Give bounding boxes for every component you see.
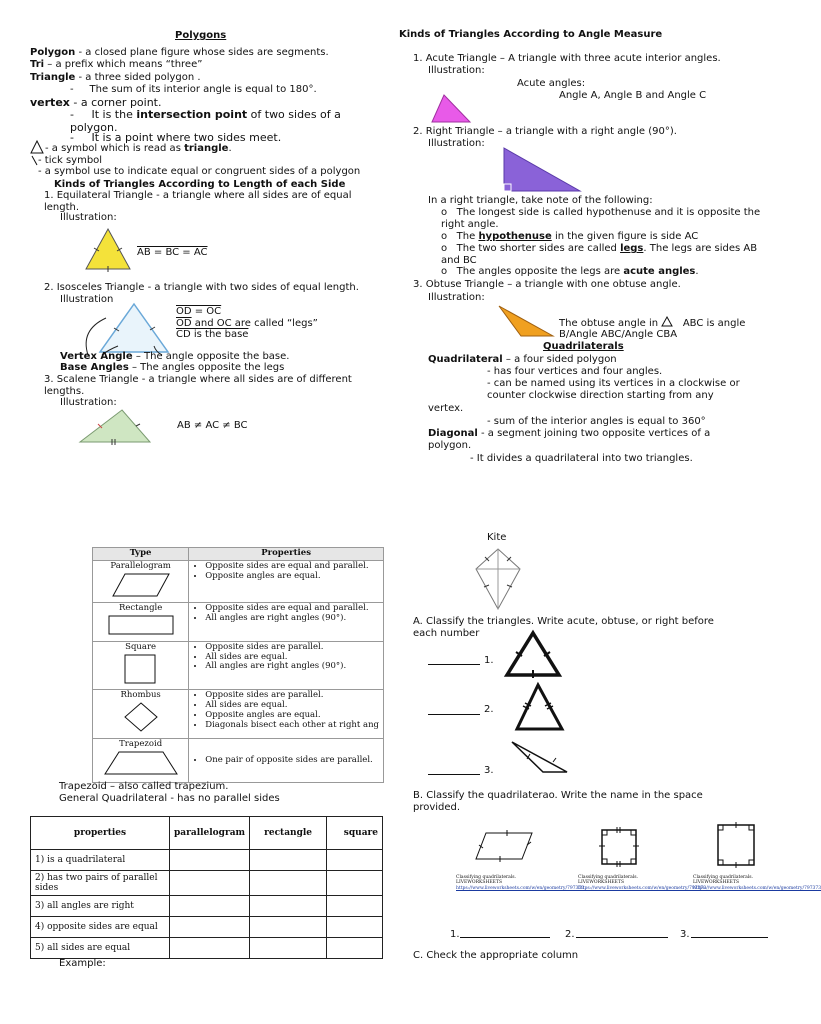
tri-def: – a prefix which means “three” xyxy=(44,59,203,70)
property-item: • Opposite angles are equal. xyxy=(205,572,379,582)
rb4c: . xyxy=(695,266,699,277)
credit-link[interactable]: https://www.liveworksheets.com/w/en/geometry/797373 xyxy=(578,885,707,891)
check-cell[interactable] xyxy=(170,896,250,917)
check-cell[interactable] xyxy=(170,917,250,938)
isosceles-illustration-label: Illustration xyxy=(60,294,114,305)
kite-figure xyxy=(472,547,524,611)
triangle-figure-a1 xyxy=(504,630,562,678)
credit-line-2: LIVEWORKSHEETS xyxy=(693,880,740,886)
check-header-parallelogram: parallelogram xyxy=(170,817,250,850)
right-triangle-figure xyxy=(502,146,584,194)
rb3b: legs xyxy=(620,243,644,254)
vertex-b1-b: intersection point xyxy=(136,108,248,121)
credit-line-1: Classifying quadrilaterals. xyxy=(456,875,517,880)
check-cell[interactable] xyxy=(327,938,383,959)
credit-line-2: LIVEWORKSHEETS xyxy=(456,880,503,886)
general-quadrilateral-note: General Quadrilateral - has no parallel sides xyxy=(59,793,280,804)
rb3a: The two shorter sides are called xyxy=(456,243,621,254)
rb4a: The angles opposite the legs are xyxy=(456,266,624,277)
item-number: 1. xyxy=(450,929,460,940)
check-cell[interactable] xyxy=(250,871,327,896)
property-cell: 1) is a quadrilateral xyxy=(31,850,170,871)
vertex-bullet-1: - It is the intersection point of two sides of a polygon. xyxy=(70,108,341,134)
trapezoid-note: Trapezoid – also called trapezium. xyxy=(59,781,229,792)
table-row xyxy=(31,871,383,896)
section-c-instructions: C. Check the appropriate column xyxy=(413,950,579,961)
table-row xyxy=(31,850,383,871)
type-cell xyxy=(93,738,189,782)
type-label: Trapezoid xyxy=(119,738,163,749)
check-column-table xyxy=(30,816,383,959)
answer-blank-a3[interactable] xyxy=(428,774,480,775)
obtuse-text-1: The obtuse angle in xyxy=(559,318,659,329)
item-number: 2. xyxy=(565,929,575,940)
triangle-figure-a2 xyxy=(514,682,566,732)
quad-line-1: - has four vertices and four angles. xyxy=(487,366,663,377)
item-number: 3. xyxy=(484,765,494,776)
obtuse-triangle-figure xyxy=(497,304,557,338)
property-cell: 3) all angles are right xyxy=(31,896,170,917)
quad-def: – a four sided polygon xyxy=(502,354,617,365)
rectangle-shape-icon xyxy=(106,614,176,636)
liveworksheets-credit xyxy=(578,875,707,891)
isosceles-note-2 xyxy=(176,318,318,330)
polygon-def: - a closed plane figure whose sides are segments. xyxy=(75,47,329,58)
liveworksheets-credit xyxy=(693,875,821,891)
vertex-term: vertex xyxy=(30,96,70,109)
scalene-formula: AB ≠ AC ≠ BC xyxy=(177,420,248,431)
check-cell[interactable] xyxy=(327,871,383,896)
table-header-properties: Properties xyxy=(189,548,384,561)
equilateral-triangle-figure xyxy=(84,226,132,272)
property-item: • Opposite sides are parallel. xyxy=(205,691,379,701)
acute-illustration-label: Illustration: xyxy=(428,65,485,76)
properties-cell xyxy=(189,641,384,690)
credit-link[interactable]: https://www.liveworksheets.com/w/en/geometry/797373 xyxy=(693,885,821,891)
quad-term: Quadrilateral xyxy=(428,354,503,365)
answer-blank-a1[interactable] xyxy=(428,664,480,665)
triangle-term: Triangle xyxy=(30,72,76,83)
rb2c: in the given figure is side AC xyxy=(551,231,699,242)
obtuse-note-line-2: B/Angle ABC/Angle CBA xyxy=(559,329,678,340)
table-row xyxy=(93,603,384,642)
liveworksheets-credit xyxy=(456,875,585,891)
properties-cell xyxy=(189,603,384,642)
isosceles-note-3 xyxy=(176,329,248,341)
kite-label: Kite xyxy=(487,532,507,543)
tri-term: Tri xyxy=(30,59,45,70)
base-angles-line xyxy=(60,362,284,374)
vertex-def: - a corner point. xyxy=(69,96,162,109)
credit-line-1: Classifying quadrilaterals. xyxy=(578,875,639,880)
quad-line-2b: vertex. xyxy=(428,403,464,414)
check-cell[interactable] xyxy=(170,871,250,896)
properties-cell xyxy=(189,560,384,603)
item-number: 1. xyxy=(484,655,494,666)
isosceles-item: 2. Isosceles Triangle - a triangle with two sides of equal length. xyxy=(44,282,359,293)
property-item: • Opposite angles are equal. xyxy=(205,711,379,721)
right-illustration-label: Illustration: xyxy=(428,138,485,149)
obtuse-note-line-1 xyxy=(559,316,745,330)
section-b-instructions: B. Classify the quadrilaterao. Write the name in the space provided. xyxy=(413,790,703,813)
triangle-symbol-line: - a symbol which is read as triangle. xyxy=(45,143,232,154)
triangle-definition xyxy=(30,72,201,84)
check-header-square: square xyxy=(327,817,383,850)
type-cell xyxy=(93,560,189,603)
parallelogram-shape-icon xyxy=(111,572,171,598)
table-row xyxy=(93,560,384,603)
diag-def: - a segment joining two opposite vertices of a polygon. xyxy=(428,428,711,451)
property-item: • All sides are equal. xyxy=(205,701,379,711)
rb3c: . The legs are sides AB and BC xyxy=(441,243,758,266)
property-item: • All angles are right angles (90°). xyxy=(205,662,379,672)
quad-line-2: - can be named using its vertices in a clockwise or counter clockwise direction starting from any xyxy=(487,378,740,401)
scalene-triangle-figure xyxy=(72,404,156,446)
check-cell[interactable] xyxy=(170,850,250,871)
acute-angles-label: Acute angles: xyxy=(517,78,586,89)
property-item: • Opposite sides are equal and parallel. xyxy=(205,562,379,572)
type-label: Rectangle xyxy=(118,603,163,614)
tick-symbol-line-2: - a symbol use to indicate equal or congruent sides of a polygon xyxy=(38,166,361,177)
right-bullet-2: o The hypothenuse in the given figure is side AC xyxy=(441,231,699,242)
base-angles-term: Base Angles xyxy=(60,362,129,373)
table-row xyxy=(31,917,383,938)
vertex-angle-def: – The angle opposite the base. xyxy=(132,351,290,362)
property-cell: 2) has two pairs of parallel sides xyxy=(31,871,170,896)
answer-blank-b2[interactable] xyxy=(576,937,668,938)
triangle-sum-note: - The sum of its interior angle is equal to 180°. xyxy=(70,84,317,95)
vertex-b1-c: of two sides of a polygon. xyxy=(70,108,341,134)
rb1-text: The longest side is called hypothenuse and it is opposite the right angle. xyxy=(441,207,761,230)
property-item: • Diagonals bisect each other at right ang xyxy=(205,721,379,731)
isosceles-note-1 xyxy=(176,306,221,318)
diagonal-line-1: - It divides a quadrilateral into two triangles. xyxy=(470,453,693,464)
table-header-type: Type xyxy=(93,548,189,561)
symbol-line-b: triangle xyxy=(184,143,229,154)
polygon-definition xyxy=(30,47,360,59)
vertex-b1-a: It is the xyxy=(91,108,137,121)
section-a-instructions: A. Classify the triangles. Write acute, obtuse, or right before each number xyxy=(413,616,714,639)
quadrilateral-figure-b1 xyxy=(474,831,536,861)
iso-l2a: $\overline{OD}$ xyxy=(176,318,192,329)
check-header-properties: properties xyxy=(31,817,170,850)
triangle-figure-a3 xyxy=(509,740,571,776)
vertex-bullet-2: - It is a point where two sides meet. xyxy=(70,131,282,144)
type-label: Rhombus xyxy=(120,690,161,701)
acute-angles-list: Angle A, Angle B and Angle C xyxy=(559,90,707,101)
angle-heading: Kinds of Triangles According to Angle Measure xyxy=(399,29,663,40)
right-bullet-4: o The angles opposite the legs are acute angles. xyxy=(441,266,699,277)
rhombus-shape-icon xyxy=(121,701,161,733)
square-shape-icon xyxy=(121,653,161,685)
property-cell: 5) all sides are equal xyxy=(31,938,170,959)
property-item: • Opposite sides are equal and parallel. xyxy=(205,604,379,614)
iso-l1: OD = OC xyxy=(176,306,222,317)
property-item: • One pair of opposite sides are parallel. xyxy=(205,756,379,766)
credit-line-1: Classifying quadrilaterals. xyxy=(693,875,754,880)
equilateral-item: 1. Equilateral Triangle - a triangle where all sides are of equal length. xyxy=(44,190,352,213)
credit-line-2: LIVEWORKSHEETS xyxy=(578,880,625,886)
quadrilateral-definition xyxy=(428,354,617,366)
vertex-angle-line xyxy=(60,351,289,363)
check-cell[interactable] xyxy=(170,938,250,959)
type-label: Parallelogram xyxy=(110,560,171,571)
table-row xyxy=(93,641,384,690)
tick-symbol-line: - tick symbol xyxy=(38,155,103,166)
example-label: Example: xyxy=(59,958,106,969)
diagonal-definition xyxy=(428,428,728,451)
property-item: • Opposite sides are parallel. xyxy=(205,643,379,653)
check-cell[interactable] xyxy=(327,850,383,871)
check-header-rectangle: rectangle xyxy=(250,817,327,850)
table-row xyxy=(31,938,383,959)
property-cell: 4) opposite sides are equal xyxy=(31,917,170,938)
iso-l2b: and OC are called “legs” xyxy=(191,318,318,329)
rb4b: acute angles xyxy=(623,266,696,277)
answer-blank-b1[interactable] xyxy=(460,937,550,938)
obtuse-text-2: ABC is angle xyxy=(682,318,746,329)
quadrilateral-properties-table xyxy=(92,547,384,783)
type-cell xyxy=(93,603,189,642)
vertex-angle-term: Vertex Angle xyxy=(60,351,133,362)
right-bullet-1: o The longest side is called hypothenuse and it is opposite the right angle. xyxy=(441,207,761,230)
type-cell xyxy=(93,690,189,739)
right-bullet-3: o The two shorter sides are called legs. The legs are sides AB and BC xyxy=(441,243,758,266)
triangle-sum-text: The sum of its interior angle is equal to 180°. xyxy=(89,84,317,95)
properties-cell xyxy=(189,690,384,739)
acute-triangle-figure xyxy=(428,92,474,126)
type-cell xyxy=(93,641,189,690)
eq-formula-text: AB = BC = AC xyxy=(137,247,208,258)
table-row xyxy=(93,690,384,739)
item-number: 3. xyxy=(680,929,690,940)
obtuse-item: 3. Obtuse Triangle – a triangle with one obtuse angle. xyxy=(413,279,681,290)
acute-item: 1. Acute Triangle – A triangle with three acute interior angles. xyxy=(413,53,721,64)
scalene-item: 3. Scalene Triangle - a triangle where all sides are of different lengths. xyxy=(44,374,352,397)
check-cell[interactable] xyxy=(327,917,383,938)
rb2b: hypothenuse xyxy=(478,231,552,242)
tri-definition xyxy=(30,59,202,71)
check-cell[interactable] xyxy=(250,850,327,871)
right-note: In a right triangle, take note of the following: xyxy=(428,195,653,206)
equilateral-formula xyxy=(137,247,208,259)
type-label: Square xyxy=(125,641,157,652)
quadrilateral-figure-b3 xyxy=(714,822,758,868)
table-row xyxy=(31,896,383,917)
check-cell[interactable] xyxy=(250,917,327,938)
check-cell[interactable] xyxy=(250,896,327,917)
quadrilaterals-heading: Quadrilaterals xyxy=(543,341,624,352)
diag-term: Diagonal xyxy=(428,428,478,439)
right-item: 2. Right Triangle – a triangle with a right angle (90°). xyxy=(413,126,677,137)
length-heading: Kinds of Triangles According to Length of each Side xyxy=(54,179,346,190)
property-item: • All angles are right angles (90°). xyxy=(205,614,379,624)
equilateral-illustration-label: Illustration: xyxy=(60,212,117,223)
properties-cell xyxy=(189,738,384,782)
vertex-b2-text: It is a point where two sides meet. xyxy=(91,131,282,144)
page-title: Polygons xyxy=(175,30,227,41)
iso-l3: CD is the base xyxy=(176,329,249,340)
triangle-symbol-icon xyxy=(30,140,44,154)
triangle-symbol-icon xyxy=(661,316,673,327)
trapezoid-shape-icon xyxy=(101,750,181,776)
obtuse-illustration-label: Illustration: xyxy=(428,292,485,303)
check-cell[interactable] xyxy=(250,938,327,959)
base-angles-def: – The angles opposite the legs xyxy=(128,362,285,373)
triangle-def: - a three sided polygon . xyxy=(75,72,201,83)
check-cell[interactable] xyxy=(327,896,383,917)
polygon-term: Polygon xyxy=(30,47,76,58)
rb2a: The xyxy=(456,231,479,242)
table-row xyxy=(93,738,384,782)
answer-blank-a2[interactable] xyxy=(428,714,480,715)
item-number: 2. xyxy=(484,704,494,715)
quad-line-3: - sum of the interior angles is equal to 360° xyxy=(487,416,706,427)
scalene-illustration-label: Illustration: xyxy=(60,397,117,408)
answer-blank-b3[interactable] xyxy=(691,937,768,938)
quadrilateral-figure-b2 xyxy=(598,826,640,868)
credit-link[interactable]: https://www.liveworksheets.com/w/en/geometry/797373 xyxy=(456,885,585,891)
symbol-line-a: - a symbol which is read as xyxy=(45,143,185,154)
property-item: • All sides are equal. xyxy=(205,653,379,663)
